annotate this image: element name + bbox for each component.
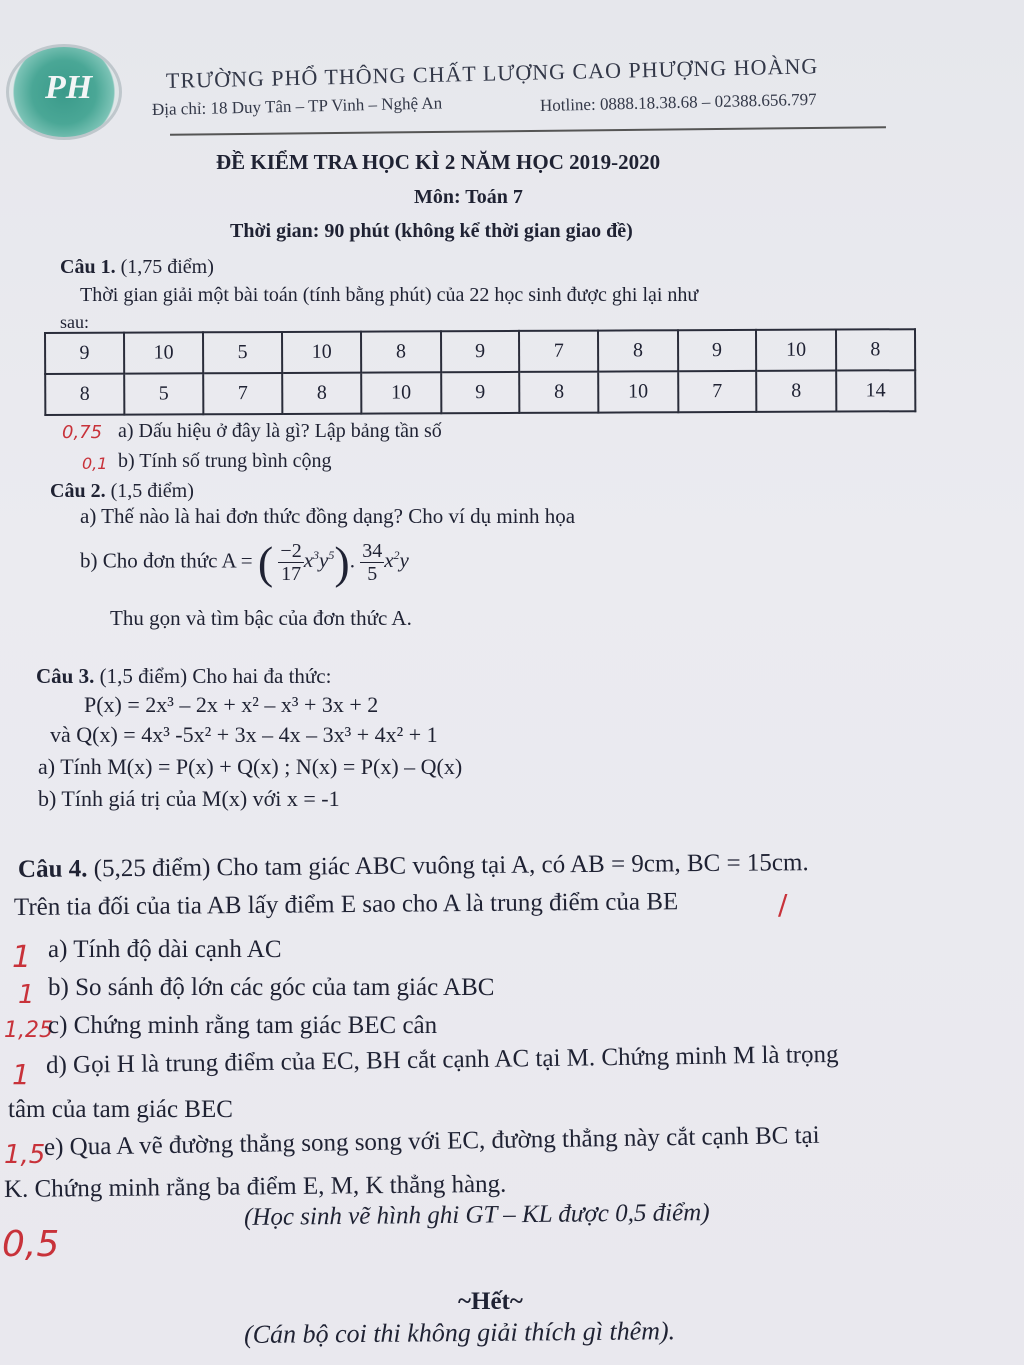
exam-title: ĐỀ KIỂM TRA HỌC KÌ 2 NĂM HỌC 2019-2020 — [216, 150, 661, 174]
q1-part-a: a) Dấu hiệu ở đây là gì? Lập bảng tần số — [118, 420, 442, 442]
table-cell: 14 — [836, 370, 916, 411]
header-divider — [170, 126, 886, 135]
mark-q1b: 0,1 — [82, 454, 108, 473]
q4-part-e: e) Qua A vẽ đường thẳng song song với EC, đường thẳng này cắt cạnh BC tại — [43, 1121, 820, 1161]
q1-intro: Thời gian giải một bài toán (tính bằng phút) của 22 học sinh được ghi lại như — [80, 284, 699, 306]
q4-points: (5,25 điểm) Cho tam giác ABC vuông tại A, có AB = 9cm, BC = 15cm. — [87, 849, 809, 883]
q4-part-a: a) Tính độ dài cạnh AC — [48, 936, 282, 963]
table-cell: 7 — [678, 371, 757, 412]
table-cell: 9 — [677, 330, 756, 371]
exam-subject: Môn: Toán 7 — [414, 186, 523, 208]
q1-points: (1,75 điểm) — [115, 256, 214, 278]
mark-q4b: 1 — [18, 980, 35, 1010]
mark-q1a: 0,75 — [62, 422, 103, 443]
fraction-2-num: 34 — [362, 540, 383, 562]
table-cell: 7 — [203, 373, 282, 414]
mark-q4-note: 0,5 — [2, 1224, 60, 1265]
fraction-1-den: 17 — [281, 563, 302, 585]
table-cell: 8 — [757, 371, 836, 412]
table-cell: 5 — [203, 332, 282, 373]
mark-q4c: 1,25 — [4, 1018, 53, 1043]
fraction-2 — [360, 540, 384, 585]
table-cell: 9 — [441, 331, 520, 372]
q3-poly-q: và Q(x) = 4x³ -5x² + 3x – 4x – 3x³ + 4x² + 1 — [50, 722, 438, 747]
q3-heading — [36, 664, 331, 689]
fraction-1-num: −2 — [280, 540, 302, 562]
q3-part-b: b) Tính giá trị của M(x) với x = -1 — [38, 786, 340, 811]
q4-part-c: c) Chứng minh rằng tam giác BEC cân — [48, 1012, 438, 1039]
q3-label: Câu 3. — [36, 664, 95, 688]
q2-b-prefix: b) Cho đơn thức A = — [80, 548, 253, 573]
q3-poly-p: P(x) = 2x³ – 2x + x² – x³ + 3x + 2 — [84, 692, 379, 717]
school-name: TRƯỜNG PHỔ THÔNG CHẤT LƯỢNG CAO PHƯỢNG HOÀNG — [165, 53, 819, 93]
q1-heading — [60, 256, 214, 279]
q1-intro-2: sau: — [60, 312, 89, 332]
q2-points: (1,5 điểm) — [105, 480, 194, 502]
q2-note: Thu gọn và tìm bậc của đơn thức A. — [110, 606, 412, 630]
table-cell: 8 — [520, 372, 599, 413]
table-cell: 8 — [836, 329, 916, 370]
exam-time: Thời gian: 90 phút (không kể thời gian giao đề) — [230, 220, 633, 242]
table-row — [45, 370, 915, 415]
q4-label: Câu 4. — [17, 855, 88, 883]
mark-q4e: 1,5 — [4, 1140, 46, 1170]
table-cell: 8 — [45, 374, 124, 415]
table-cell: 10 — [598, 371, 677, 412]
fraction-2-den: 5 — [367, 563, 378, 585]
q4-part-d-2: tâm của tam giác BEC — [8, 1096, 233, 1123]
q4-part-b: b) So sánh độ lớn các góc của tam giác ABC — [48, 974, 495, 1001]
table-cell: 9 — [441, 372, 520, 413]
school-hotline: Hotline: 0888.18.38.68 – 02388.656.797 — [539, 89, 817, 115]
table-cell: 10 — [361, 372, 440, 413]
q4-part-d: d) Gọi H là trung điểm của EC, BH cắt cạnh AC tại M. Chứng minh M là trọng — [45, 1040, 839, 1079]
q2-part-a: a) Thế nào là hai đơn thức đồng dạng? Cho ví dụ minh họa — [80, 504, 576, 528]
mark-q4d: 1 — [12, 1058, 30, 1091]
fraction-1 — [278, 540, 303, 585]
table-cell: 8 — [361, 331, 440, 372]
school-address: Địa chỉ: 18 Duy Tân – TP Vinh – Nghệ An — [151, 93, 443, 119]
q2-label: Câu 2. — [50, 480, 106, 502]
table-cell: 10 — [282, 332, 361, 373]
school-logo — [6, 44, 122, 140]
table-cell: 8 — [282, 373, 361, 414]
q4-note: (Học sinh vẽ hình ghi GT – KL được 0,5 điểm) — [243, 1199, 710, 1231]
q4-line-2: Trên tia đối của tia AB lấy điểm E sao cho A là trung điểm của BE — [13, 888, 679, 921]
q2-part-b: b) Cho đơn thức A = ( $\frac{-2}{17}$ $x^3y^5$). $\frac{34}{5}$ $x^2y$ — [80, 537, 409, 588]
table-cell: 7 — [519, 331, 598, 372]
table-cell: 10 — [124, 332, 203, 373]
mark-q4a: 1 — [12, 940, 32, 975]
q4-heading — [18, 849, 809, 884]
table-cell: 9 — [45, 333, 124, 374]
q1-label: Câu 1. — [60, 256, 116, 278]
q1-part-b: b) Tính số trung bình cộng — [118, 450, 332, 472]
table-row — [45, 329, 915, 374]
data-table — [44, 328, 916, 416]
q4-part-e-2: K. Chứng minh rằng ba điểm E, M, K thẳng hàng. — [3, 1170, 507, 1203]
proctor-note: (Cán bộ coi thi không giải thích gì thêm). — [243, 1316, 676, 1349]
table-cell: 10 — [756, 330, 835, 371]
red-tick-mark: / — [778, 888, 788, 921]
q3-points: (1,5 điểm) Cho hai đa thức: — [94, 664, 332, 688]
table-cell: 5 — [124, 373, 203, 414]
end-marker: ~Hết~ — [458, 1288, 523, 1315]
q3-part-a: a) Tính M(x) = P(x) + Q(x) ; N(x) = P(x) – Q(x) — [38, 754, 463, 779]
q2-heading — [50, 480, 194, 503]
logo-text: PH — [45, 69, 93, 106]
table-cell: 8 — [598, 330, 677, 371]
